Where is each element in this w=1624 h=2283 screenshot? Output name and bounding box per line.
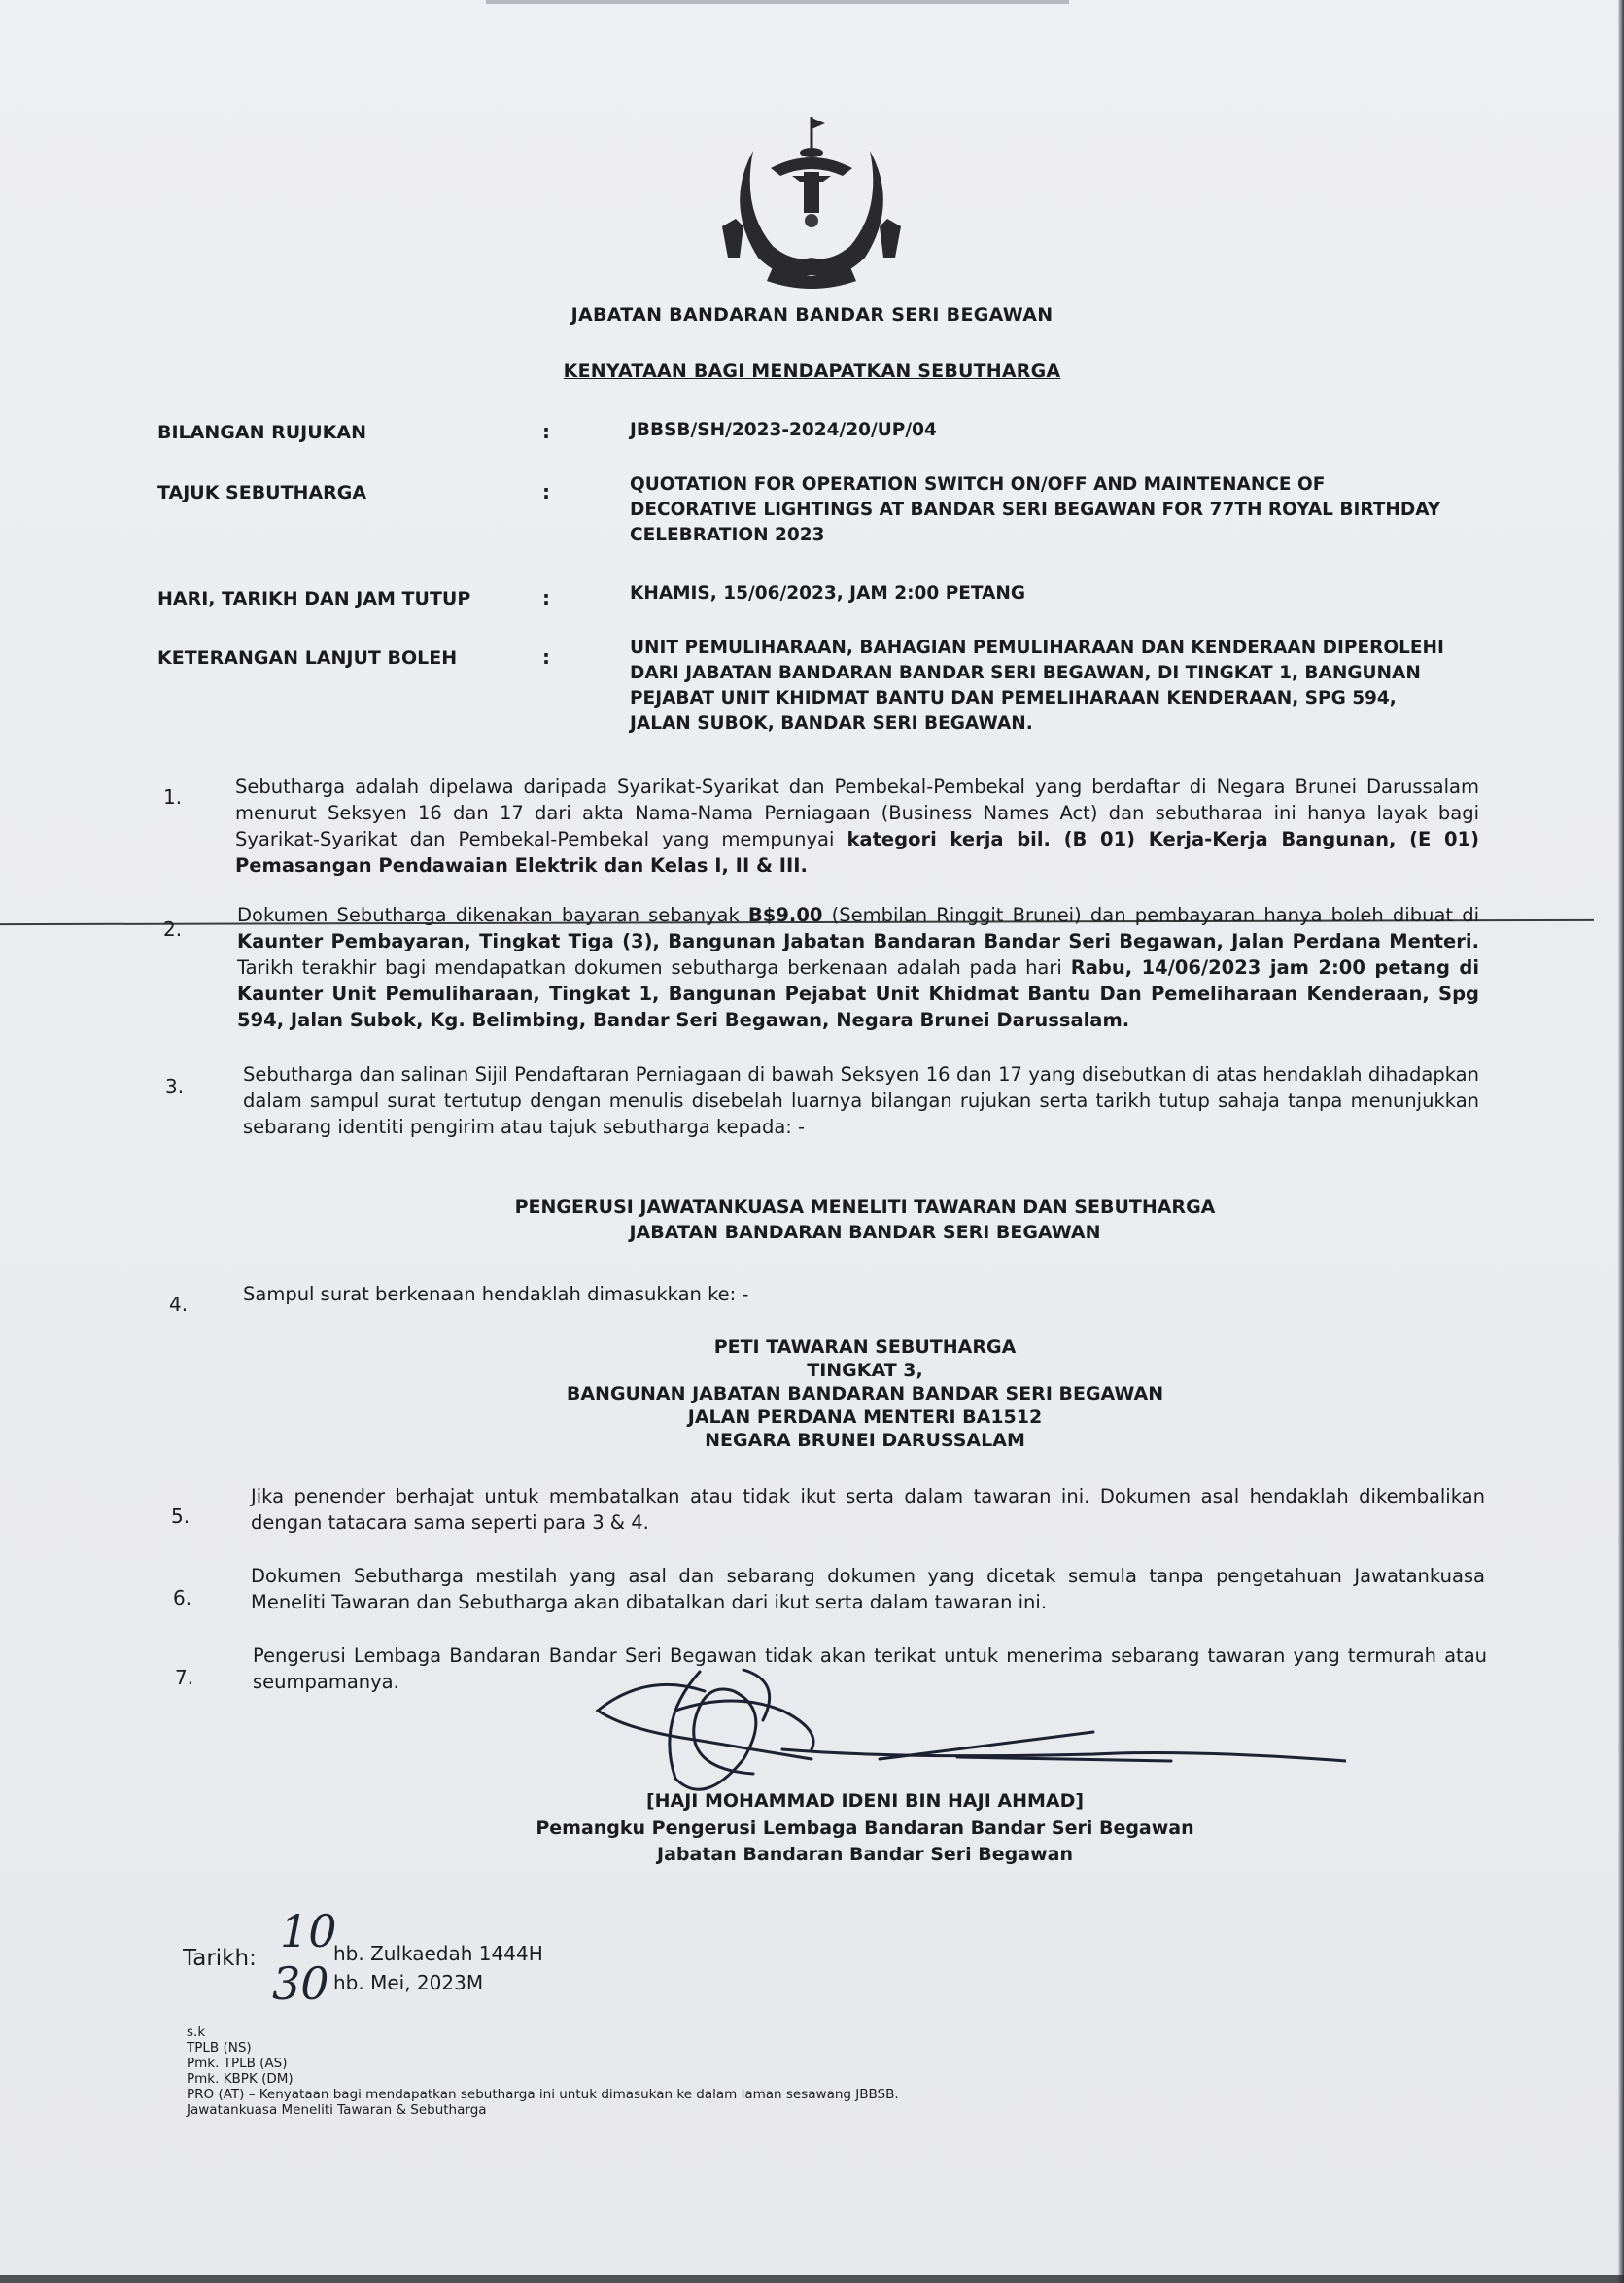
notice-title: KENYATAAN BAGI MENDAPATKAN SEBUTHARGA — [563, 361, 1061, 382]
paragraph-5: Jika penender berhajat untuk membatalkan atau tidak ikut serta dalam tawaran ini. Dokumen asal hendaklah dikembalikan dengan tatacara sama seperti para 3 & 4. — [251, 1485, 1485, 1534]
copy-list-item: PRO (AT) – Kenyataan bagi mendapatkan sebutharga ini untuk dimasukan ke dalam laman sesawang JBBSB. — [187, 2087, 899, 2102]
paragraph-number: 1. — [163, 785, 183, 809]
copy-list — [187, 2024, 899, 2118]
paragraph-2-counter: Kaunter Pembayaran, Tingkat Tiga (3), Bangunan Jabatan Bandaran Bandar Seri Begawan, Jalan Perdana Menteri. — [237, 930, 1479, 952]
paragraph-number: 3. — [165, 1075, 185, 1098]
tender-box-line-3: BANGUNAN JABATAN BANDARAN BANDAR SERI BEGAWAN — [566, 1383, 1164, 1404]
field-value-reference: JBBSB/SH/2023-2024/20/UP/04 — [630, 420, 937, 440]
field-label-reference: BILANGAN RUJUKAN — [157, 422, 366, 443]
paragraph-6: Dokumen Sebutharga mestilah yang asal dan sebarang dokumen yang dicetak semula tanpa pengetahuan Jawatankuasa Meneliti Tawaran dan Sebutharga akan dibatalkan dari ikut serta dalam tawaran ini. — [251, 1565, 1485, 1613]
addressee-line-2: JABATAN BANDARAN BANDAR SERI BEGAWAN — [629, 1222, 1101, 1243]
tender-box-line-5: NEGARA BRUNEI DARUSSALAM — [705, 1430, 1025, 1451]
scan-edge-right — [1618, 0, 1624, 2283]
tender-box-line-4: JALAN PERDANA MENTERI BA1512 — [687, 1406, 1043, 1428]
handwritten-hijri-day: 10 — [280, 1905, 337, 1957]
signatory-name: [HAJI MOHAMMAD IDENI BIN HAJI AHMAD] — [645, 1790, 1085, 1812]
paragraph-2-text: Tarikh terakhir bagi mendapatkan dokumen sebutharga berkenaan adalah pada hari — [237, 956, 1071, 979]
addressee-line-1: PENGERUSI JAWATANKUASA MENELITI TAWARAN DAN SEBUTHARGA — [514, 1196, 1216, 1218]
copy-list-item: Pmk. TPLB (AS) — [187, 2056, 288, 2071]
paragraph-2-fee: B$9.00 — [747, 904, 823, 926]
tender-box-line-2: TINGKAT 3, — [807, 1360, 923, 1381]
date-gregorian: hb. Mei, 2023M — [333, 1971, 484, 1994]
date-label: Tarikh: — [183, 1946, 257, 1971]
field-value-closing: KHAMIS, 15/06/2023, JAM 2:00 PETANG — [630, 583, 1026, 604]
paragraph-7: Pengerusi Lembaga Bandaran Bandar Seri Begawan tidak akan terikat untuk menerima sebarang tawaran yang termurah atau seumpamanya. — [253, 1644, 1487, 1693]
paragraph-1-bold: kategori kerja bil. (B 01) Kerja-Kerja Bangunan, (E 01) Pemasangan Pendawaian Elektrik dan Kelas I, II & III. — [235, 828, 1479, 877]
field-colon: : — [542, 586, 550, 609]
field-label-info: KETERANGAN LANJUT BOLEH — [157, 647, 458, 669]
paragraph-4: Sampul surat berkenaan hendaklah dimasukkan ke: - — [243, 1283, 749, 1305]
signatory-department: Jabatan Bandaran Bandar Seri Begawan — [657, 1844, 1073, 1865]
copy-list-item: Jawatankuasa Meneliti Tawaran & Sebutharga — [187, 2102, 487, 2118]
paragraph-number: 6. — [173, 1586, 192, 1609]
paragraph-1-text: Sebutharga adalah dipelawa daripada Syarikat-Syarikat dan Pembekal-Pembekal yang berdaftar di Negara Brunei Darussalam menurut Seksyen 16 dan 17 dari akta Nama-Nama Perniagaan (Business Names Act) dan sebutharaa ini hanya layak bagi Syarikat-Syarikat dan Pembekal-Pembekal yang mempunyai — [235, 776, 1479, 850]
field-colon: : — [542, 420, 550, 443]
paragraph-2-text: Dokumen Sebutharga dikenakan bayaran sebanyak — [237, 904, 748, 926]
copy-list-item: s.k — [187, 2024, 206, 2040]
field-value-quotation-title: QUOTATION FOR OPERATION SWITCH ON/OFF AND MAINTENANCE OF DECORATIVE LIGHTINGS AT BANDAR SERI BEGAWAN FOR 77TH ROYAL BIRTHDAY CELEBRATION 2023 — [630, 474, 1441, 545]
paragraph-number: 5. — [171, 1505, 190, 1528]
field-colon: : — [542, 645, 550, 669]
field-label-quotation-title: TAJUK SEBUTHARGA — [157, 482, 367, 503]
scan-edge-bottom — [0, 2275, 1624, 2283]
tender-box-line-1: PETI TAWARAN SEBUTHARGA — [713, 1336, 1017, 1358]
paragraph-number: 7. — [175, 1666, 194, 1689]
copy-list-item: Pmk. KBPK (DM) — [187, 2071, 294, 2087]
paragraph-1 — [235, 774, 1479, 879]
paragraph-2 — [237, 902, 1479, 1033]
field-label-closing: HARI, TARIKH DAN JAM TUTUP — [157, 588, 471, 609]
handwritten-signature — [588, 1652, 1346, 1798]
scan-edge-top — [486, 0, 1069, 4]
paragraph-2-text: (Sembilan Ringgit Brunei) dan pembayaran hanya boleh dibuat di — [822, 904, 1479, 926]
copy-list-item: TPLB (NS) — [187, 2040, 252, 2056]
field-value-info: UNIT PEMULIHARAAN, BAHAGIAN PEMULIHARAAN DAN KENDERAAN DIPEROLEHI DARI JABATAN BANDARAN BANDAR SERI BEGAWAN, DI TINGKAT 1, BANGUNAN PEJABAT UNIT KHIDMAT BANTU DAN PEMELIHARAAN KENDERAAN, SPG 594, JALAN SUBOK, BANDAR SERI BEGAWAN. — [630, 638, 1444, 734]
field-colon: : — [542, 480, 550, 503]
paragraph-3: Sebutharga dan salinan Sijil Pendaftaran Perniagaan di bawah Seksyen 16 dan 17 yang disebutkan di atas hendaklah dihadapkan dalam sampul surat tertutup dengan menulis disebelah luarnya bilangan rujukan serta tarikh tutup sahaja tanpa menunjukkan sebarang identiti pengirim atau tajuk sebutharga kepada: - — [243, 1063, 1479, 1138]
department-heading: JABATAN BANDARAN BANDAR SERI BEGAWAN — [570, 304, 1054, 326]
paragraph-number: 4. — [169, 1293, 189, 1316]
paragraph-2-deadline: Rabu, 14/06/2023 jam 2:00 petang di Kaunter Unit Pemuliharaan, Tingkat 1, Bangunan Pejabat Unit Khidmat Bantu Dan Pemeliharaan Kenderaan, Spg 594, Jalan Subok, Kg. Belimbing, Bandar Seri Begawan, Negara Brunei Darussalam. — [237, 956, 1479, 1031]
brunei-crest-icon — [714, 112, 909, 296]
paragraph-number: 2. — [163, 917, 183, 941]
handwritten-gregorian-day: 30 — [272, 1957, 329, 2010]
signatory-title: Pemangku Pengerusi Lembaga Bandaran Bandar Seri Begawan — [536, 1817, 1194, 1839]
date-hijri: hb. Zulkaedah 1444H — [333, 1942, 543, 1965]
